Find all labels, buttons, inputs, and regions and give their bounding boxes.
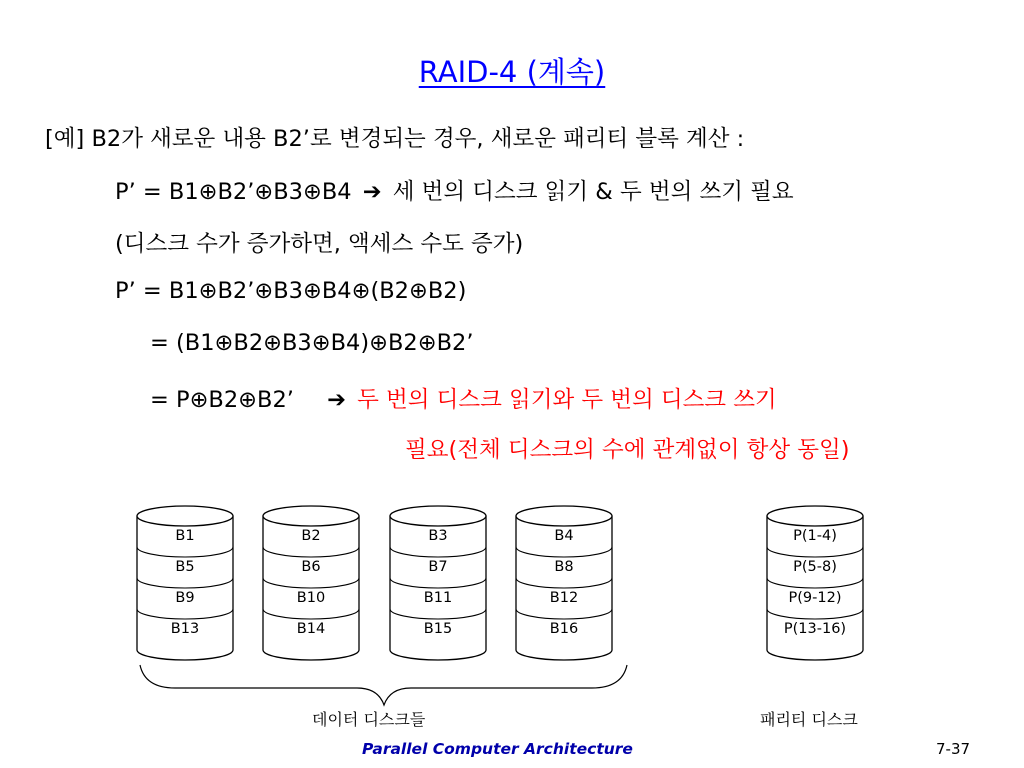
disk-block-label: B4: [554, 528, 574, 544]
disk-block-label: B7: [428, 559, 448, 575]
page-number: 7-37: [936, 740, 971, 758]
data-disk: [263, 506, 359, 660]
disk-block-label: B6: [301, 559, 321, 575]
disk-block-label: P(1-4): [793, 528, 837, 544]
data-disk: [390, 506, 486, 660]
disk-block-label: P(13-16): [783, 621, 847, 637]
disk-block-label: B5: [175, 559, 195, 575]
formula-4: = P⊕B2⊕B2’: [150, 387, 294, 413]
disk-block-label: B10: [296, 590, 326, 606]
disk-block-label: P(9-12): [788, 590, 842, 606]
access-note: (디스크 수가 증가하면, 액세스 수도 증가): [115, 231, 524, 257]
right-arrow-icon: ➔: [362, 179, 382, 205]
data-disks-brace: [140, 665, 627, 705]
disk-block-label: B2: [301, 528, 321, 544]
formula-1: P’ = B1⊕B2’⊕B3⊕B4: [115, 179, 352, 205]
data-disk: [516, 506, 612, 660]
disk-block-label: B16: [549, 621, 579, 637]
conclusion-text-cont: 필요(전체 디스크의 수에 관계없이 항상 동일): [405, 437, 850, 463]
disk-block-label: B14: [296, 621, 326, 637]
disk-block-label: B11: [423, 590, 453, 606]
disk-block-label: B1: [175, 528, 195, 544]
parity-disk-caption: 패리티 디스크: [760, 710, 858, 729]
disk-block-label: B13: [170, 621, 200, 637]
conclusion-text: 두 번의 디스크 읽기와 두 번의 디스크 쓰기: [357, 387, 777, 413]
disk-block-label: B8: [554, 559, 574, 575]
formula-line-2: P’ = B1⊕B2’⊕B3⊕B4⊕(B2⊕B2): [115, 278, 467, 304]
disk-block-label: B12: [549, 590, 579, 606]
right-arrow-icon: ➔: [327, 387, 346, 413]
slide-title: RAID-4 (계속): [418, 55, 606, 89]
data-disk: [137, 506, 233, 660]
disk-block-label: P(5-8): [793, 559, 837, 575]
footer-course: Parallel Computer Architecture: [362, 740, 633, 758]
formula-line-4: [150, 382, 777, 414]
disk-block-label: B9: [175, 590, 195, 606]
data-disks-caption: 데이터 디스크들: [312, 710, 426, 729]
parity-disk: [767, 506, 863, 660]
example-line: [예] B2가 새로운 내용 B2’로 변경되는 경우, 새로운 패리티 블록 계산 :: [45, 126, 745, 152]
disk-block-label: B15: [423, 621, 453, 637]
formula-line-1: [115, 174, 794, 206]
formula-1-note: 세 번의 디스크 읽기 & 두 번의 쓰기 필요: [392, 179, 794, 205]
formula-line-3: = (B1⊕B2⊕B3⊕B4)⊕B2⊕B2’: [150, 330, 474, 356]
disk-block-label: B3: [428, 528, 448, 544]
raid4-disk-diagram: [0, 495, 1024, 735]
